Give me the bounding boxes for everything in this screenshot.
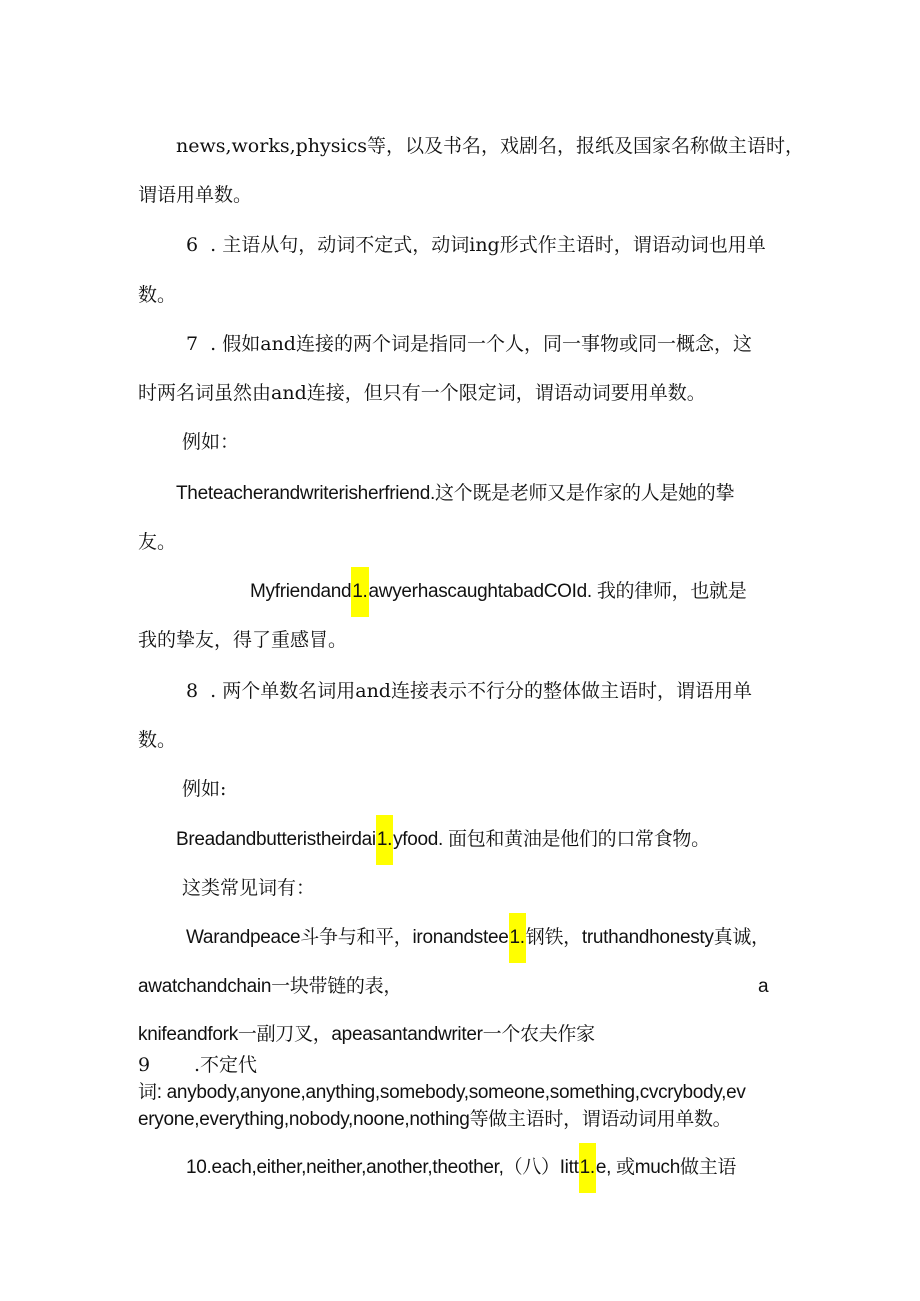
text: Myfriendand xyxy=(250,581,352,602)
text: 钢铁，truthandhonesty真诚， xyxy=(525,927,770,948)
paragraph-line xyxy=(186,331,752,357)
word-list-line xyxy=(138,1021,595,1048)
text: 例如： xyxy=(182,431,240,453)
text: 7 . 假如and连接的两个词是指同一个人，同一事物或同一概念，这 xyxy=(186,333,752,355)
text: .不定代 xyxy=(194,1054,258,1076)
text: Warandpeace斗争与和平，ironandstee xyxy=(186,927,509,948)
highlight-mark: 1. xyxy=(376,815,393,865)
text: 友。 xyxy=(138,531,177,553)
paragraph-line xyxy=(138,1106,731,1133)
text: a xyxy=(758,976,769,997)
example-line xyxy=(176,814,710,865)
text: e, 或much做主语 xyxy=(595,1157,737,1178)
text: yfood. 面包和黄油是他们的口常食物。 xyxy=(393,829,710,850)
text: knifeandfork一副刀叉，apeasantandwriter一个农夫作家 xyxy=(138,1024,595,1045)
paragraph-number xyxy=(138,1052,150,1078)
word-list-line xyxy=(138,973,402,1000)
highlight-mark: 1. xyxy=(509,913,526,963)
highlight-mark: 1. xyxy=(351,567,368,617)
example-line xyxy=(138,627,347,653)
example-line xyxy=(138,529,176,555)
text: Theteacherandwriterisherfriend.这个既是老师又是作家的人是她的挚 xyxy=(176,483,735,504)
text: Breadandbutteristheirdai xyxy=(176,829,376,850)
paragraph-line xyxy=(176,133,804,159)
example-line xyxy=(176,480,734,507)
text: 我的挚友，得了重感冒。 xyxy=(138,629,348,651)
text: 谓语用单数。 xyxy=(138,184,253,206)
paragraph-line xyxy=(194,1052,257,1078)
highlight-mark: 1. xyxy=(579,1143,596,1193)
paragraph-line xyxy=(138,282,176,308)
text: 10.each,either,neither,another,theother,（八）Iitt xyxy=(186,1157,579,1178)
section-label xyxy=(182,875,315,901)
example-line xyxy=(250,566,746,617)
paragraph-line xyxy=(186,678,752,704)
text: eryone,everything,nobody,noone,nothing等做主语时，谓语动词用单数。 xyxy=(138,1109,732,1130)
text: 数。 xyxy=(138,729,177,751)
paragraph-line xyxy=(186,1142,736,1193)
paragraph-line xyxy=(138,727,176,753)
paragraph-line xyxy=(186,232,766,258)
text: 6 . 主语从句，动词不定式，动词ing形式作主语时，谓语动词也用单 xyxy=(186,234,766,256)
text: news,works,physics等，以及书名，戏剧名，报纸及国家名称做主语时， xyxy=(176,135,804,157)
text: 数。 xyxy=(138,284,177,306)
text: 时两名词虽然由and连接，但只有一个限定词，谓语动词要用单数。 xyxy=(138,382,706,404)
paragraph-line xyxy=(138,1079,746,1106)
text: 词: anybody,anyone,anything,somebody,someone,something,cvcrybody,ev xyxy=(138,1082,746,1103)
text: awatchandchain一块带链的表， xyxy=(138,976,403,997)
word-list-line xyxy=(186,912,770,963)
text: 这类常见词有： xyxy=(182,877,316,899)
paragraph-line xyxy=(138,380,706,406)
text: 例如: xyxy=(182,778,227,800)
word-list-line-end xyxy=(758,973,768,1000)
paragraph-line xyxy=(138,182,252,208)
example-label xyxy=(182,429,239,455)
text: awyerhascaughtabadCOId. 我的律师，也就是 xyxy=(368,581,747,602)
example-label xyxy=(182,776,226,802)
text: 8 . 两个单数名词用and连接表示不行分的整体做主语时，谓语用单 xyxy=(186,680,752,702)
text: 9 xyxy=(138,1054,151,1076)
